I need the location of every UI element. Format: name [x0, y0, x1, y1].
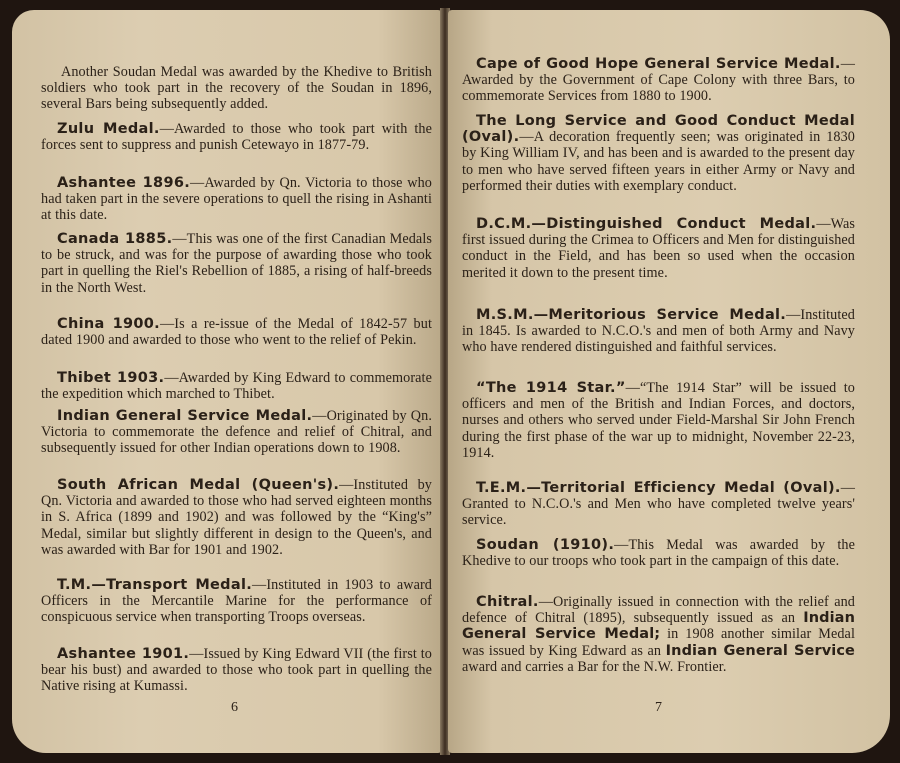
entry-heading: Thibet 1903.	[57, 370, 165, 386]
entry-text: —Awarded to those who took part with the forces sent to suppress and punish Cetewayo in 1877-79.	[41, 121, 432, 154]
entry-heading: Soudan (1910).	[476, 537, 615, 553]
paragraph-ashantee-1896	[41, 175, 432, 224]
paragraph-ashantee-1901	[41, 646, 432, 695]
entry-text: —Originally issued in connection with the relief and defence of Chitral (1895), subsequently issued as an	[462, 594, 855, 627]
entry-heading: Chitral.	[476, 594, 539, 610]
paragraph-indian-general-service	[41, 408, 432, 457]
entry-text: —Instituted in 1845. Is awarded to N.C.O.'s and men of both Army and Navy who have rendered distinguished and faithful services.	[462, 307, 855, 356]
entry-heading: “The 1914 Star.”	[476, 380, 626, 396]
paragraph-china-1900	[41, 316, 432, 348]
entry-heading: Cape of Good Hope General Service Medal.	[476, 56, 841, 72]
entry-heading: Ashantee 1901.	[57, 646, 190, 662]
entry-heading: The Long Service and Good Conduct Medal (Oval).	[462, 113, 855, 146]
paragraph-1914-star	[462, 380, 855, 461]
entry-text: —“The 1914 Star” will be issued to officers and men of the British and Indian Forces, and doctors, nurses and others who served under Field-Marshal Sir John French during the first phase of the war up to midnight, November 22-23, 1914.	[462, 380, 855, 461]
entry-text: —A decoration frequently seen; was originated in 1830 by King William IV, and has been and is awarded to the present day to men who have served fifteen years in either Army or Navy and performed their duties with exemplary conduct.	[462, 129, 855, 194]
page-number-right: 7	[655, 700, 662, 715]
entry-text: —Originated by Qn. Victoria to commemorate the defence and relief of Chitral, and subsequently issued for other Indian operations down to 1908.	[41, 408, 432, 457]
entry-heading: M.S.M.—Meritorious Service Medal.	[476, 307, 787, 323]
page-number-left: 6	[231, 700, 238, 715]
paragraph-chitral	[462, 594, 855, 675]
entry-text: in 1908 another similar Medal was issued by King Edward as an	[462, 626, 855, 659]
entry-text: —This was one of the first Canadian Medals to be struck, and was for the purpose of awarding those who took part in quelling the Riel's Rebellion of 1885, a rising of half-breeds in the North West.	[41, 231, 432, 296]
entry-heading: T.E.M.—Territorial Efficiency Medal (Oval).	[476, 480, 841, 496]
entry-heading: Indian General Service Medal.	[57, 408, 313, 424]
paragraph-dcm	[462, 216, 855, 281]
entry-heading: South African Medal (Queen's).	[57, 477, 340, 493]
entry-text: —Awarded by King Edward to commemorate the expedition which marched to Thibet.	[41, 370, 432, 403]
entry-heading: Zulu Medal.	[57, 121, 160, 137]
entry-heading: Canada 1885.	[57, 231, 173, 247]
entry-text: award and carries a Bar for the N.W. Frontier.	[462, 658, 727, 675]
entry-text: —Instituted in 1903 to award Officers in the Mercantile Marine for the performance of conspicuous service when transporting Troops overseas.	[41, 577, 433, 626]
entry-inline-bold: Indian General Service	[665, 642, 855, 659]
entry-inline-bold: Indian General Service Medal;	[462, 610, 855, 643]
paragraph-long-service	[462, 113, 855, 194]
paragraph-south-african-medal	[41, 477, 432, 558]
entry-text: —Awarded by the Government of Cape Colony with three Bars, to commemorate Services from 1880 to 1900.	[462, 56, 855, 105]
entry-text: —Is a re-issue of the Medal of 1842-57 but dated 1900 and awarded to those who went to the relief of Pekin.	[41, 316, 432, 349]
entry-text: —This Medal was awarded by the Khedive to our troops who took part in the campaign of this date.	[462, 537, 855, 570]
paragraph-zulu-medal	[41, 121, 432, 153]
entry-heading: Ashantee 1896.	[57, 175, 191, 191]
paragraph-canada-1885	[41, 231, 432, 296]
entry-text: —Instituted by Qn. Victoria and awarded to those who had served eighteen months in S. Africa (1899 and 1902) and was followed by the “King's” Medal, similar but slightly different in design to the Queen's, and was awarded with Bar for 1901 and 1902.	[41, 477, 432, 558]
paragraph-soudan-1910	[462, 537, 855, 569]
paragraph-msm	[462, 307, 855, 356]
paragraph-thibet-1903	[41, 370, 432, 402]
paragraph-transport-medal	[41, 577, 432, 626]
entry-heading: China 1900.	[57, 316, 160, 332]
entry-heading: T.M.—Transport Medal.	[57, 577, 253, 593]
paragraph-text: Another Soudan Medal was awarded by the Khedive to British soldiers who took part in the recovery of the Soudan in 1896, several Bars being subsequently added.	[41, 64, 432, 113]
entry-text: —Issued by King Edward VII (the first to bear his bust) and awarded to those who took part in quelling the Native rising at Kumassi.	[41, 646, 432, 695]
entry-text: —Was first issued during the Crimea to Officers and Men for distinguished conduct in the Field, and has been so used when the occasion merited it down to the present time.	[462, 216, 855, 281]
paragraph-soudan-intro	[41, 64, 432, 113]
paragraph-tem	[462, 480, 855, 529]
paragraph-cape-of-good-hope	[462, 56, 855, 105]
entry-text: —Granted to N.C.O.'s and Men who have completed twelve years' service.	[462, 480, 855, 529]
entry-heading: D.C.M.—Distinguished Conduct Medal.	[476, 216, 817, 232]
entry-text: —Awarded by Qn. Victoria to those who had taken part in the severe operations to quell the rising in Ashanti at this date.	[41, 175, 433, 224]
